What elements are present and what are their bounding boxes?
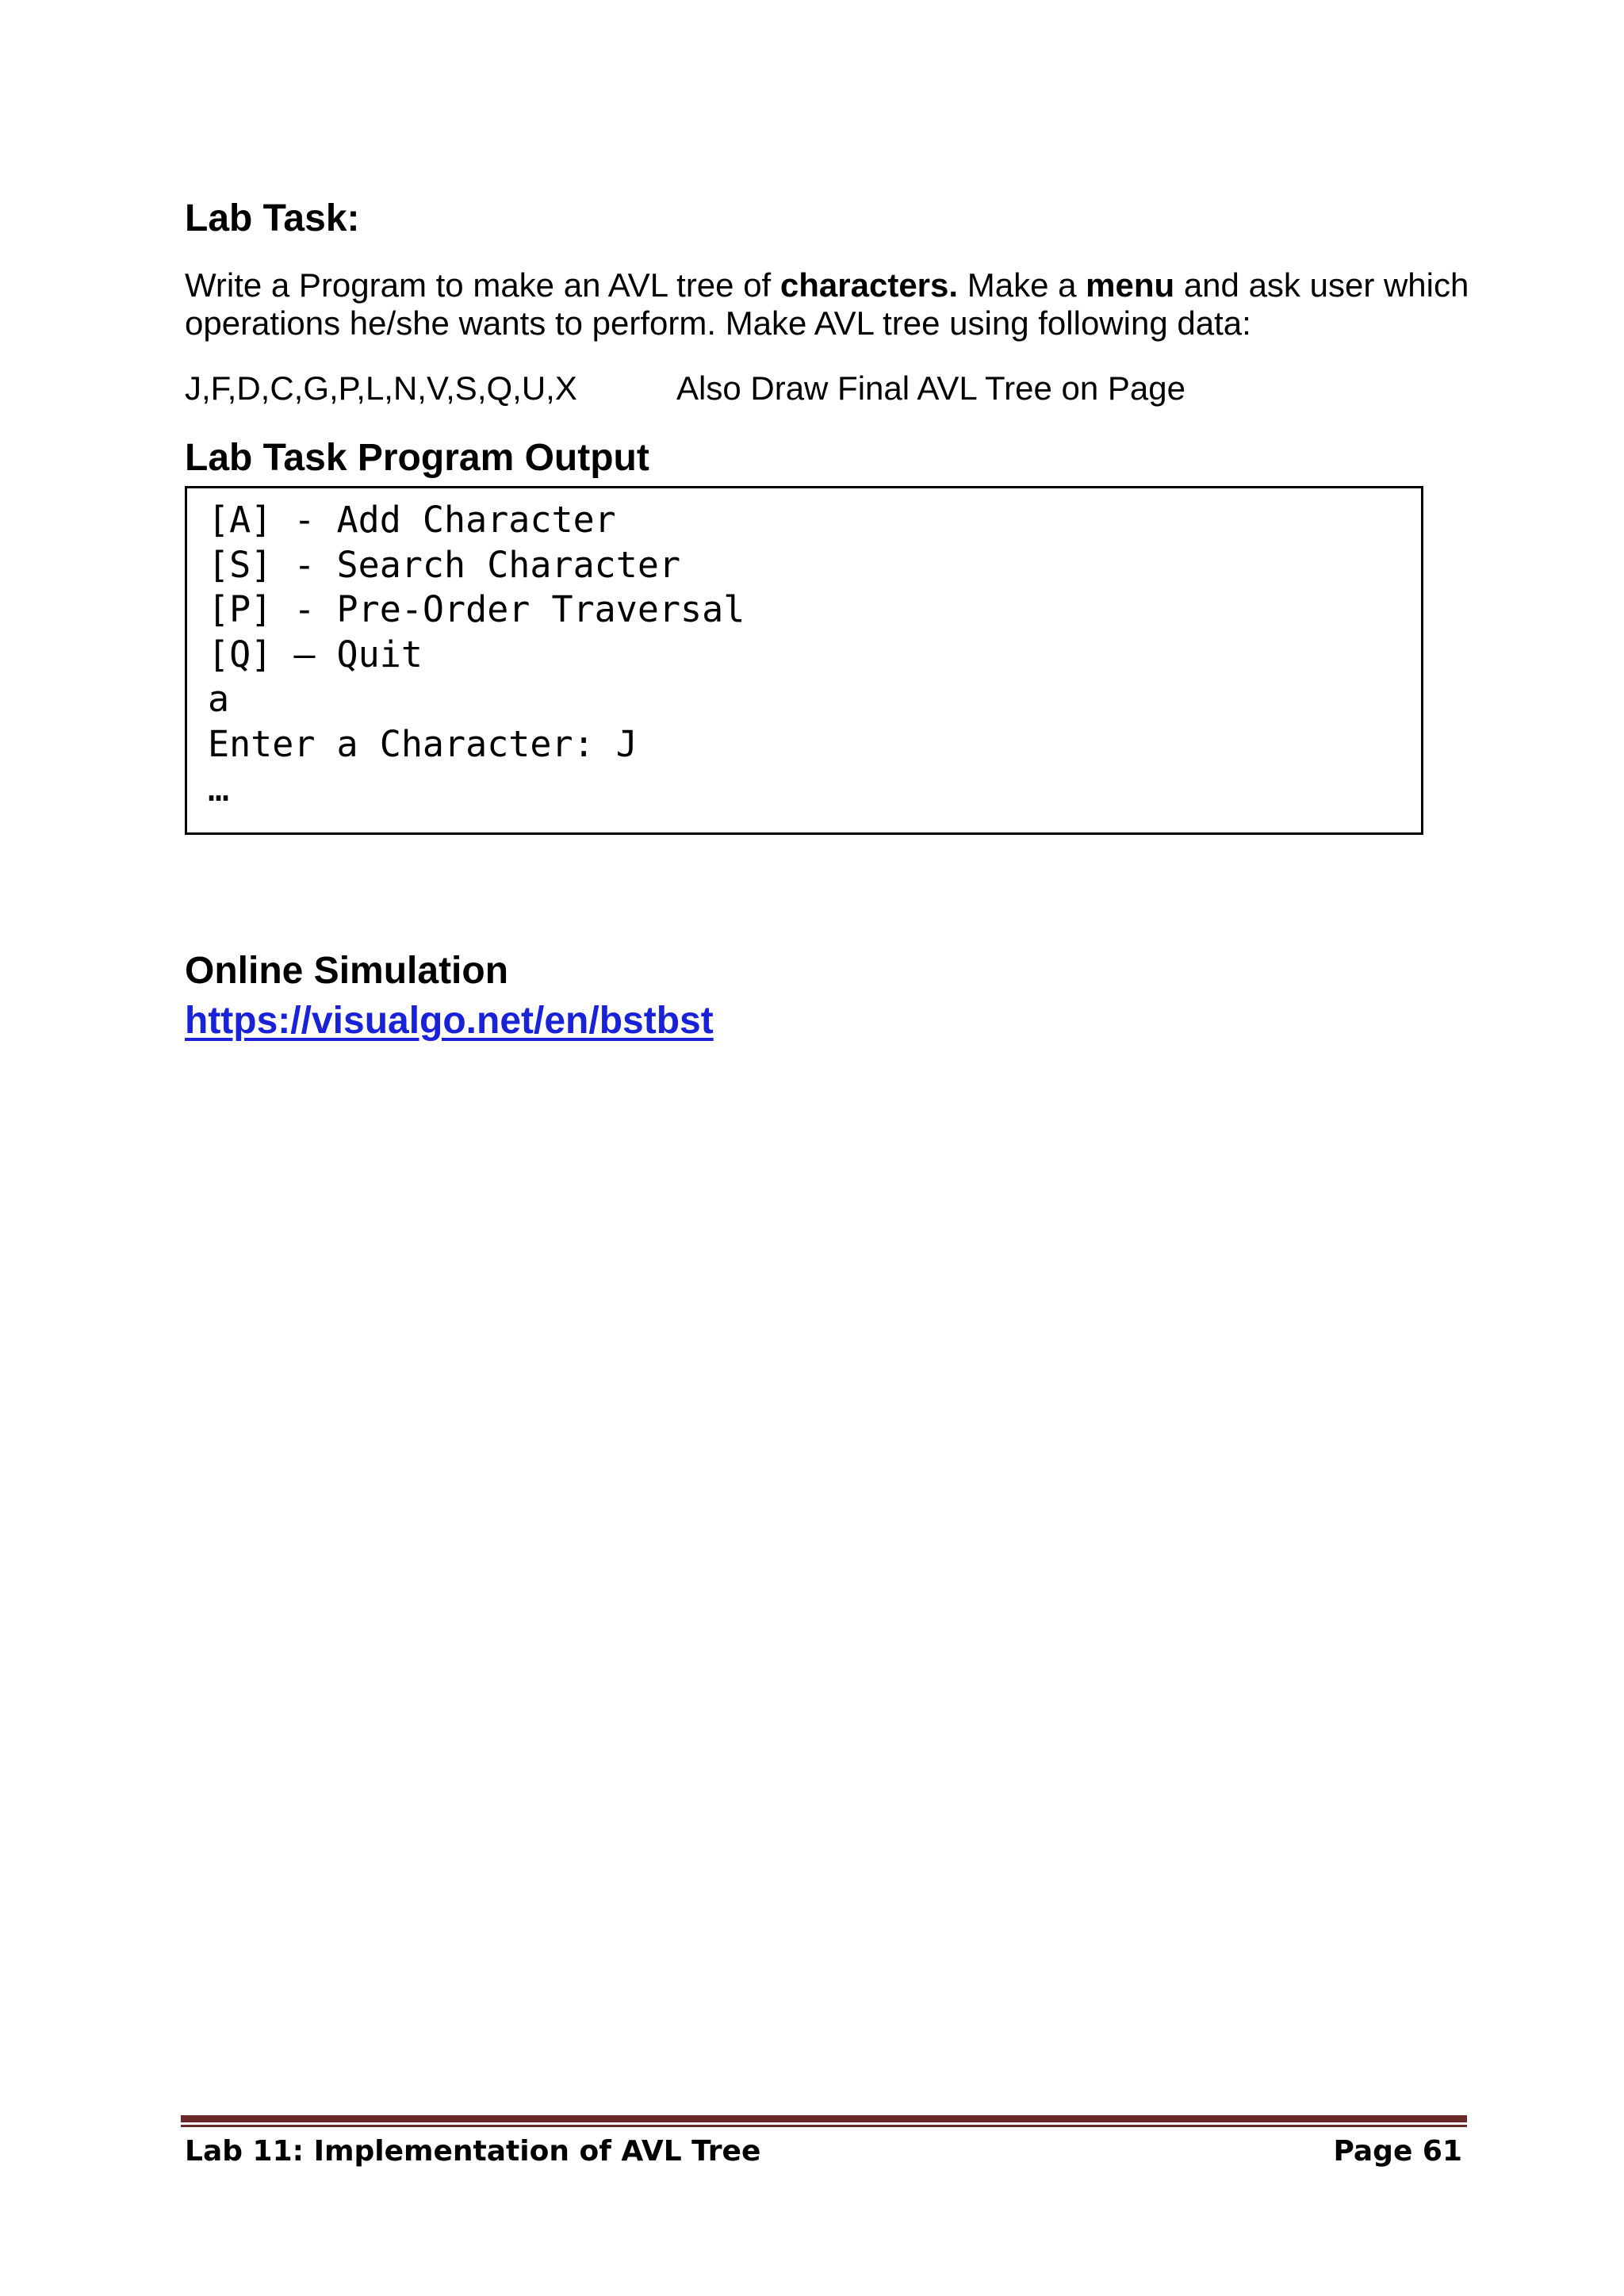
- console-line-search: [S] - Search Character: [208, 543, 681, 586]
- console-line-enter-character: Enter a Character: J: [208, 722, 638, 765]
- footer-rule-thin: [181, 2125, 1467, 2127]
- footer-rule: [181, 2115, 1467, 2122]
- console-line-add: [A] - Add Character: [208, 499, 616, 541]
- console-line-ellipsis: …: [208, 767, 230, 809]
- avl-input-data: J,F,D,C,G,P,L,N,V,S,Q,U,X: [185, 369, 577, 407]
- footer-page-number: Page 61: [1333, 2135, 1462, 2168]
- intro-bold-characters: characters.: [779, 266, 959, 304]
- lab-task-heading: Lab Task:: [185, 197, 360, 239]
- intro-text-2: Make a: [958, 266, 1086, 304]
- draw-tree-note: Also Draw Final AVL Tree on Page: [676, 369, 1185, 407]
- console-line-preorder: [P] - Pre-Order Traversal: [208, 588, 745, 630]
- console-line-input: a: [208, 678, 230, 720]
- visualgo-link[interactable]: https://visualgo.net/en/bstbst: [185, 1000, 714, 1042]
- intro-bold-menu: menu: [1086, 266, 1175, 304]
- data-line: [185, 369, 1185, 408]
- console-line-quit: [Q] – Quit: [208, 633, 423, 675]
- intro-text-1: Write a Program to make an AVL tree of: [185, 266, 780, 304]
- intro-text-3: and ask user which operations he/she wants to perform. Make AVL tree using following data:: [185, 266, 1469, 342]
- footer-lab-title: Lab 11: Implementation of AVL Tree: [185, 2135, 761, 2168]
- lab-task-description: [185, 266, 1469, 342]
- program-output-heading: Lab Task Program Output: [185, 437, 649, 479]
- online-simulation-heading: Online Simulation: [185, 950, 509, 992]
- program-output-box: [185, 486, 1423, 835]
